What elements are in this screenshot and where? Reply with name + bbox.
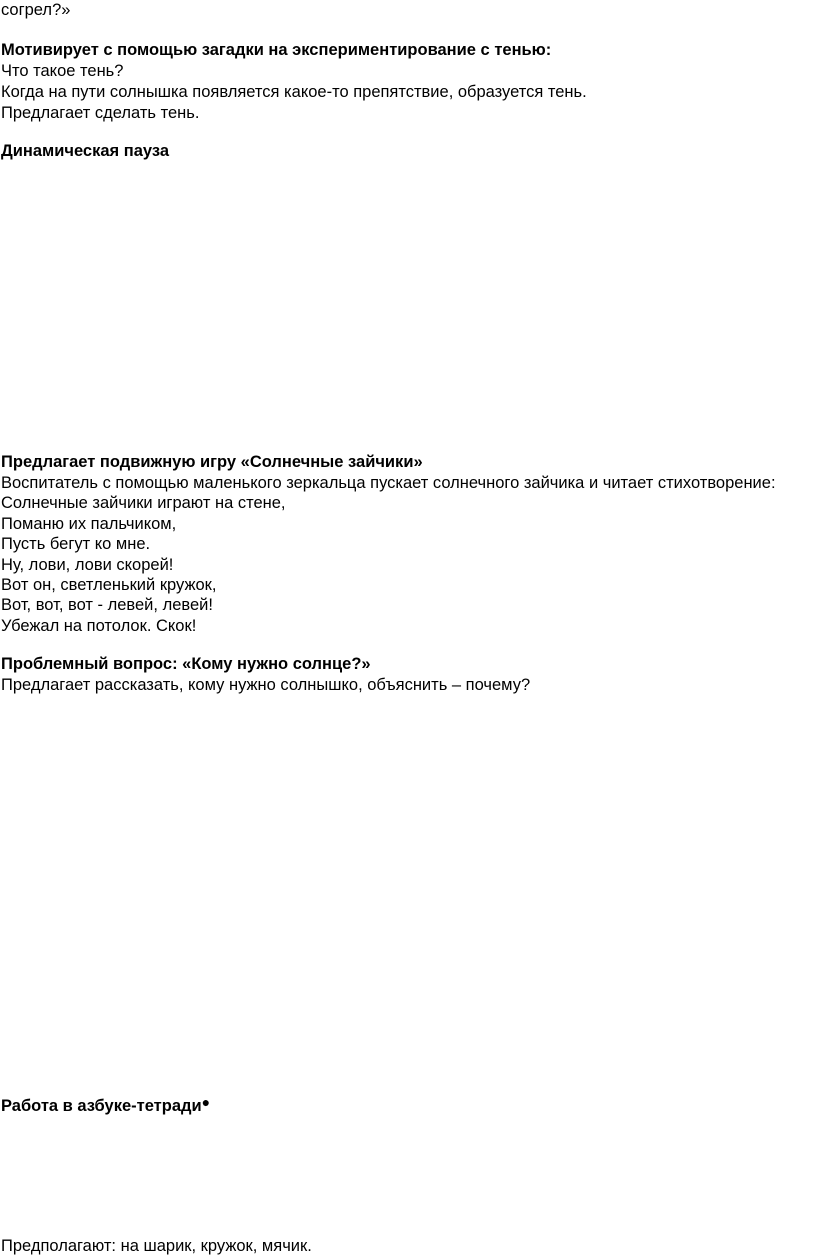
riddle-line: Что такое тень? — [1, 62, 124, 80]
bullet-icon: ● — [201, 1094, 211, 1110]
intro-tail-text: согрел?» — [1, 1, 71, 19]
workbook-heading — [1, 1096, 210, 1116]
riddle-heading: Мотивирует с помощью загадки на экспериментирование с тенью: — [1, 41, 552, 59]
poem-line: Пусть бегут ко мне. — [1, 535, 151, 553]
poem-line: Вот он, светленький кружок, — [1, 576, 217, 594]
riddle-line: Когда на пути солнышка появляется какое-то препятствие, образуется тень. — [1, 83, 587, 101]
poem-line: Вот, вот, вот - левей, левей! — [1, 596, 213, 614]
poem-line: Солнечные зайчики играют на стене, — [1, 494, 286, 512]
poem-line: Ну, лови, лови скорей! — [1, 556, 174, 574]
game-line: Воспитатель с помощью маленького зеркальца пускает солнечного зайчика и читает стихотворение: — [1, 474, 776, 492]
question-heading: Проблемный вопрос: «Кому нужно солнце?» — [1, 655, 371, 673]
poem-line: Поманю их пальчиком, — [1, 515, 177, 533]
workbook-heading-text: Работа в азбуке-тетради — [1, 1097, 202, 1115]
closing-line: Предполагают: на шарик, кружок, мячик. — [1, 1237, 312, 1255]
poem-line: Убежал на потолок. Скок! — [1, 617, 197, 635]
riddle-line: Предлагает сделать тень. — [1, 104, 200, 122]
game-heading: Предлагает подвижную игру «Солнечные зайчики» — [1, 453, 423, 471]
pause-heading: Динамическая пауза — [1, 142, 170, 160]
question-line: Предлагает рассказать, кому нужно солнышко, объяснить – почему? — [1, 676, 531, 694]
